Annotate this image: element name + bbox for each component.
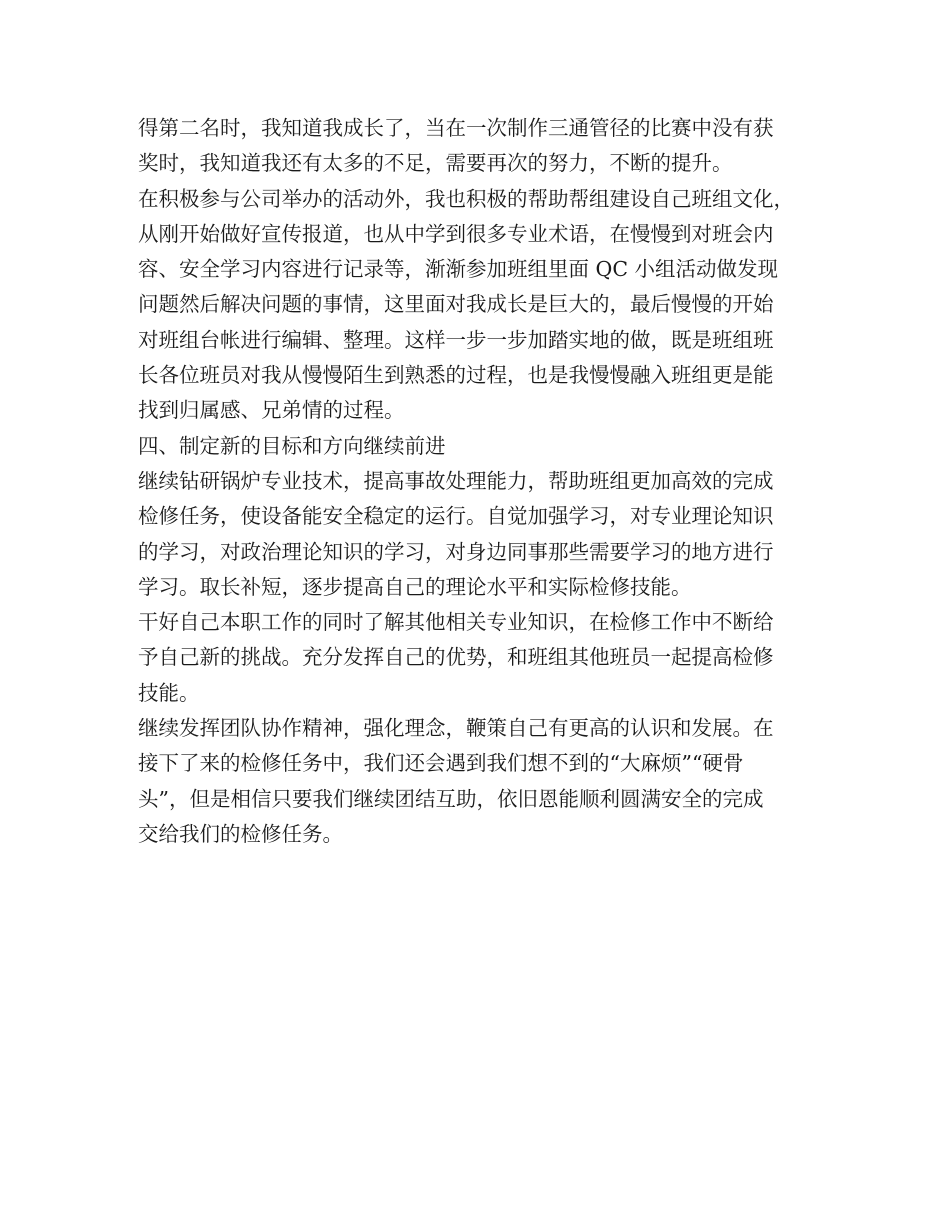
text-line: 头”，但是相信只要我们继续团结互助，依旧恩能顺利圆满安全的完成 bbox=[138, 786, 764, 811]
text-line: 问题然后解决问题的事情，这里面对我成长是巨大的，最后慢慢的开始 bbox=[138, 292, 774, 317]
text-line: 学习。取长补短，逐步提高自己的理论水平和实际检修技能。 bbox=[138, 574, 692, 599]
section-heading: 四、制定新的目标和方向继续前进 bbox=[138, 433, 446, 458]
text-line: 继续发挥团队协作精神，强化理念，鞭策自己有更高的认识和发展。在 bbox=[138, 716, 774, 741]
text-line: 对班组台帐进行编辑、整理。这样一步一步加踏实地的做，既是班组班 bbox=[138, 327, 774, 352]
text-line: 接下了来的检修任务中，我们还会遇到我们想不到的“大麻烦”“硬骨 bbox=[138, 751, 744, 776]
text-line: 检修任务，使设备能安全稳定的运行。自觉加强学习，对专业理论知识 bbox=[138, 504, 774, 529]
text-line: 的学习，对政治理论知识的学习，对身边同事那些需要学习的地方进行 bbox=[138, 539, 774, 564]
text-line: 奖时，我知道我还有太多的不足，需要再次的努力，不断的提升。 bbox=[138, 151, 733, 176]
text-line: 继续钻研锅炉专业技术，提高事故处理能力，帮助班组更加高效的完成 bbox=[138, 468, 774, 493]
document-body bbox=[138, 111, 828, 852]
text-line: 长各位班员对我从慢慢陌生到熟悉的过程，也是我慢慢融入班组更是能 bbox=[138, 363, 774, 388]
text-line: 技能。 bbox=[138, 680, 200, 705]
text-line: 在积极参与公司举办的活动外，我也积极的帮助帮组建设自己班组文化， bbox=[138, 186, 794, 211]
text-line: 交给我们的检修任务。 bbox=[138, 821, 343, 846]
text-line: 得第二名时，我知道我成长了，当在一次制作三通管径的比赛中没有获 bbox=[138, 116, 774, 140]
text-line: 从刚开始做好宣传报道，也从中学到很多专业术语，在慢慢到对班会内 bbox=[138, 221, 774, 246]
text-line: 予自己新的挑战。充分发挥自己的优势，和班组其他班员一起提高检修 bbox=[138, 645, 774, 670]
text-line: 干好自己本职工作的同时了解其他相关专业知识，在检修工作中不断给 bbox=[138, 610, 774, 635]
text-line: 找到归属感、兄弟情的过程。 bbox=[138, 398, 405, 423]
text-line: 容、安全学习内容进行记录等，渐渐参加班组里面 QC 小组活动做发现 bbox=[138, 257, 779, 282]
